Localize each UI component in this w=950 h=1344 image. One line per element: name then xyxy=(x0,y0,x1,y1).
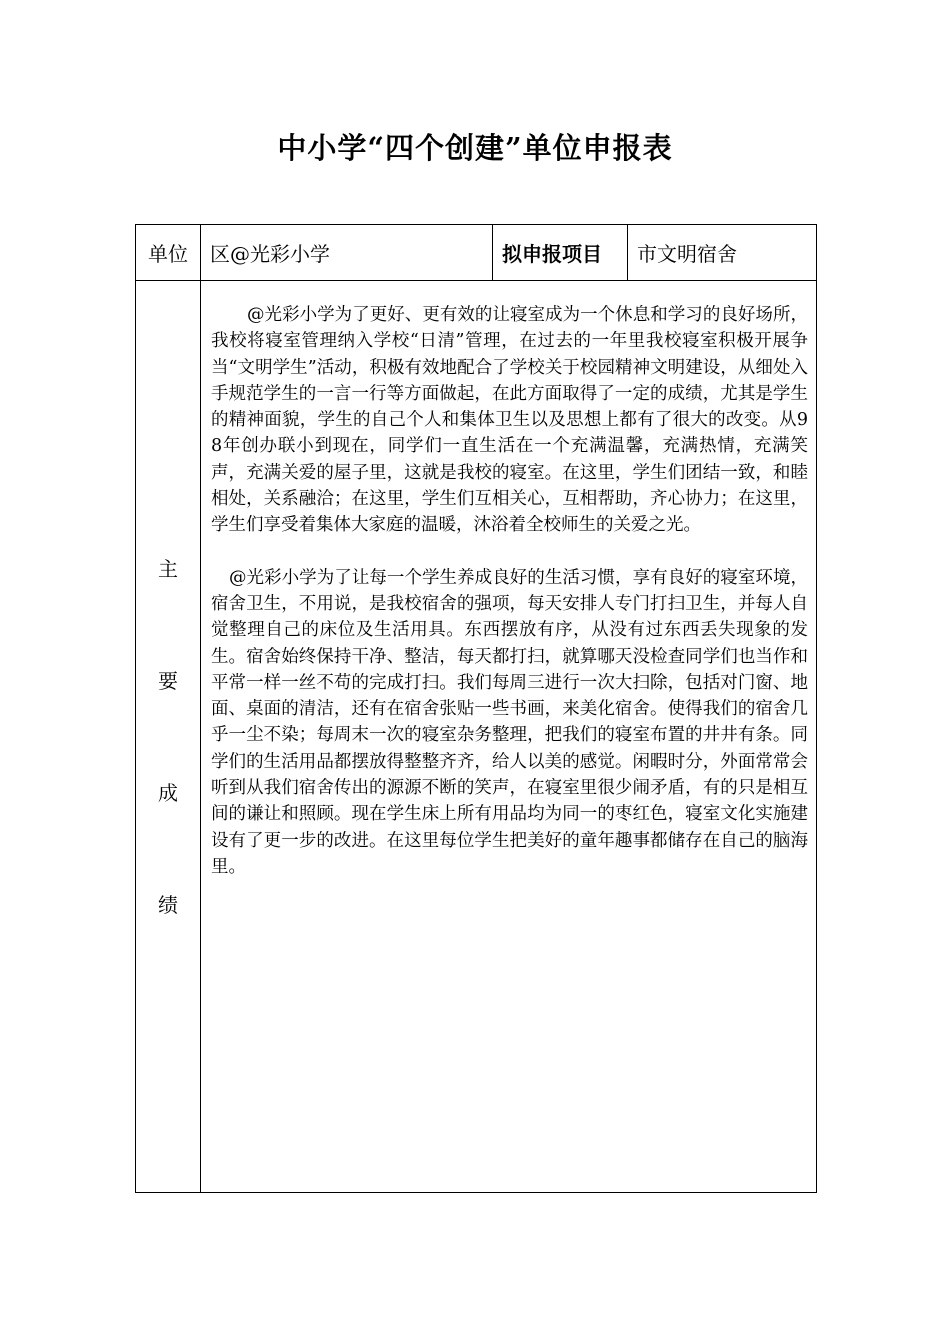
achievements-label-char: 成 xyxy=(158,780,178,805)
achievements-label-char: 主 xyxy=(158,556,178,581)
achievements-paragraph: @光彩小学为了更好、更有效的让寝室成为一个休息和学习的良好场所，我校将寝室管理纳入学校“日清”管理，在过去的一年里我校寝室积极开展争当“文明学生”活动，积极有效地配合了学校关于校园精神文明建设，从细处入手规范学生的一言一行等方面做起，在此方面取得了一定的成绩，尤其是学生的精神面貌，学生的自己个人和集体卫生以及思想上都有了很大的改变。从98年创办联小到现在，同学们一直生活在一个充满温馨，充满热情，充满笑声，充满关爱的屋子里，这就是我校的寝室。在这里，学生们团结一致，和睦相处，关系融洽；在这里，学生们互相关心，互相帮助，齐心协力；在这里，学生们享受着集体大家庭的温暖，沐浴着全校师生的关爱之光。 xyxy=(211,305,808,536)
unit-label: 单位 xyxy=(136,225,201,281)
achievements-content xyxy=(201,281,817,1193)
achievements-label-char: 要 xyxy=(158,668,178,693)
achievements-label-char: 绩 xyxy=(158,892,178,917)
project-value: 市文明宿舍 xyxy=(628,225,817,281)
application-form-table xyxy=(135,224,817,1193)
document-title: 中小学“四个创建”单位申报表 xyxy=(277,131,673,165)
unit-value: 区@光彩小学 xyxy=(201,225,493,281)
achievements-label xyxy=(136,281,201,1193)
achievements-row xyxy=(136,281,817,1193)
project-label: 拟申报项目 xyxy=(493,225,628,281)
achievements-paragraph: @光彩小学为了让每一个学生养成良好的生活习惯，享有良好的寝室环境，宿舍卫生，不用说，是我校宿舍的强项，每天安排人专门打扫卫生，并每人自觉整理自己的床位及生活用具。东西摆放有序，从没有过东西丢失现象的发生。宿舍始终保持干净、整洁，每天都打扫，就算哪天没检查同学们也当作和平常一样一丝不苟的完成打扫。我们每周三进行一次大扫除，包括对门窗、地面、桌面的清洁，还有在宿舍张贴一些书画，来美化宿舍。使得我们的宿舍几乎一尘不染；每周末一次的寝室杂务整理，把我们的寝室布置的井井有条。同学们的生活用品都摆放得整整齐齐，给人以美的感觉。闲暇时分，外面常常会听到从我们宿舍传出的源源不断的笑声，在寝室里很少闹矛盾，有的只是相互间的谦让和照顾。现在学生床上所有用品均为同一的枣红色，寝室文化实施建设有了更一步的改进。在这里每位学生把美好的童年趣事都储存在自己的脑海里。 xyxy=(211,567,808,877)
header-row xyxy=(136,225,817,281)
